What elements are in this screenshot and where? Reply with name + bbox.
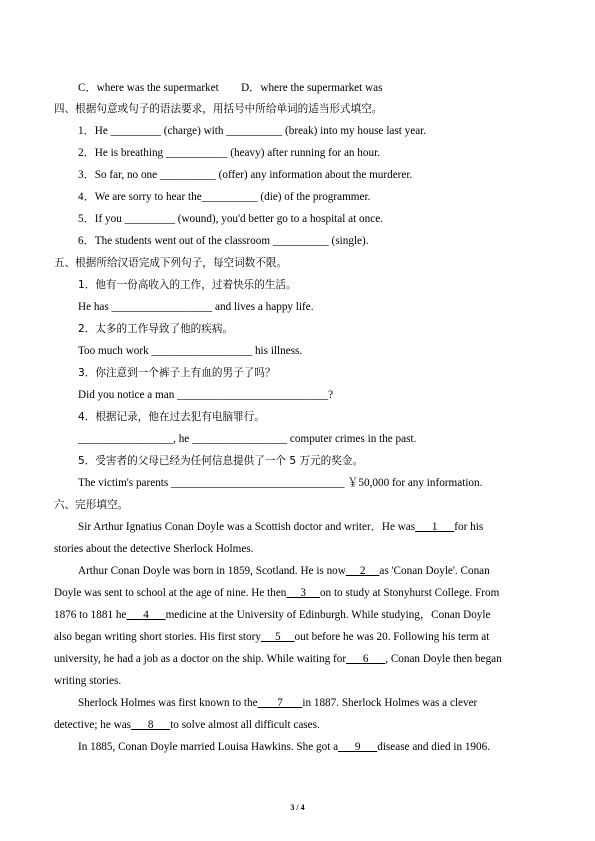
- option-line-c-d: C．where was the supermarket D．where the supermarket was: [78, 82, 383, 94]
- passage-line: 1876 to 1881 he 4 medicine at the University of Edinburgh. While studying，Conan Doyle: [54, 609, 491, 621]
- passage-line: Arthur Conan Doyle was born in 1859, Scotland. He is now 2 as 'Conan Doyle'. Conan: [78, 565, 490, 577]
- blank-6: 6: [346, 653, 386, 665]
- question-5-2-english: Too much work __________________ his illness.: [78, 345, 303, 357]
- blank-1: 1: [415, 521, 455, 533]
- question-4-2: 2．He is breathing ___________ (heavy) after running for an hour.: [78, 147, 380, 159]
- blank-3: 3: [286, 587, 320, 599]
- section-5-heading: 五、根据所给汉语完成下列句子，每空词数不限。: [54, 257, 288, 269]
- section-4-heading: 四、根据句意或句子的语法要求，用括号中所给单词的适当形式填空。: [54, 103, 383, 115]
- section-6-heading: 六、完形填空。: [54, 499, 129, 511]
- question-5-1-chinese: 1．他有一份高收入的工作，过着快乐的生活。: [78, 279, 297, 291]
- question-5-1-english: He has __________________ and lives a happy life.: [78, 301, 314, 313]
- blank-9: 9: [338, 741, 378, 753]
- blank-4: 4: [126, 609, 166, 621]
- question-5-3-english: Did you notice a man ___________________________?: [78, 389, 334, 401]
- question-5-5-english: The victim's parents _______________________________ ￥50,000 for any information.: [78, 477, 483, 489]
- question-5-2-chinese: 2．太多的工作导致了他的疾病。: [78, 323, 234, 335]
- question-5-3-chinese: 3．你注意到一个裤子上有血的男子了吗？: [78, 367, 276, 379]
- passage-line: also began writing short stories. His first story 5 out before he was 20. Following his term at: [54, 631, 490, 643]
- blank-5: 5: [260, 631, 295, 643]
- blank-2: 2: [345, 565, 380, 577]
- question-5-4-english: _________________, he _________________ computer crimes in the past.: [78, 433, 417, 445]
- question-4-4: 4．We are sorry to hear the__________ (die) of the programmer.: [78, 191, 371, 203]
- passage-line: writing stories.: [54, 675, 122, 687]
- passage-line: In 1885, Conan Doyle married Louisa Hawkins. She got a 9 disease and died in 1906.: [78, 741, 491, 753]
- passage-line: Sir Arthur Ignatius Conan Doyle was a Scottish doctor and writer．He was 1 for his: [78, 521, 484, 533]
- question-4-6: 6．The students went out of the classroom __________ (single).: [78, 235, 369, 247]
- question-4-5: 5．If you _________ (wound), you'd better go to a hospital at once.: [78, 213, 383, 225]
- passage-line: Sherlock Holmes was first known to the 7 in 1887. Sherlock Holmes was a clever: [78, 697, 478, 709]
- passage-line: Doyle was sent to school at the age of nine. He then 3 on to study at Stonyhurst College. From: [54, 587, 500, 599]
- question-5-5-chinese: 5．受害者的父母已经为任何信息提供了一个 5 万元的奖金。: [78, 455, 364, 467]
- page-number: 3 / 4: [290, 803, 305, 812]
- passage-line: detective; he was 8 to solve almost all difficult cases.: [54, 719, 320, 731]
- blank-8: 8: [131, 719, 171, 731]
- question-4-3: 3．So far, no one __________ (offer) any information about the murderer.: [78, 169, 413, 181]
- question-4-1: 1．He _________ (charge) with __________ (break) into my house last year.: [78, 125, 427, 137]
- passage-line: university, he had a job as a doctor on the ship. While waiting for 6 , Conan Doyle then began: [54, 653, 502, 665]
- passage-line: stories about the detective Sherlock Holmes.: [54, 543, 254, 555]
- blank-7: 7: [257, 697, 303, 709]
- question-5-4-chinese: 4．根据记录，他在过去犯有电脑罪行。: [78, 411, 265, 423]
